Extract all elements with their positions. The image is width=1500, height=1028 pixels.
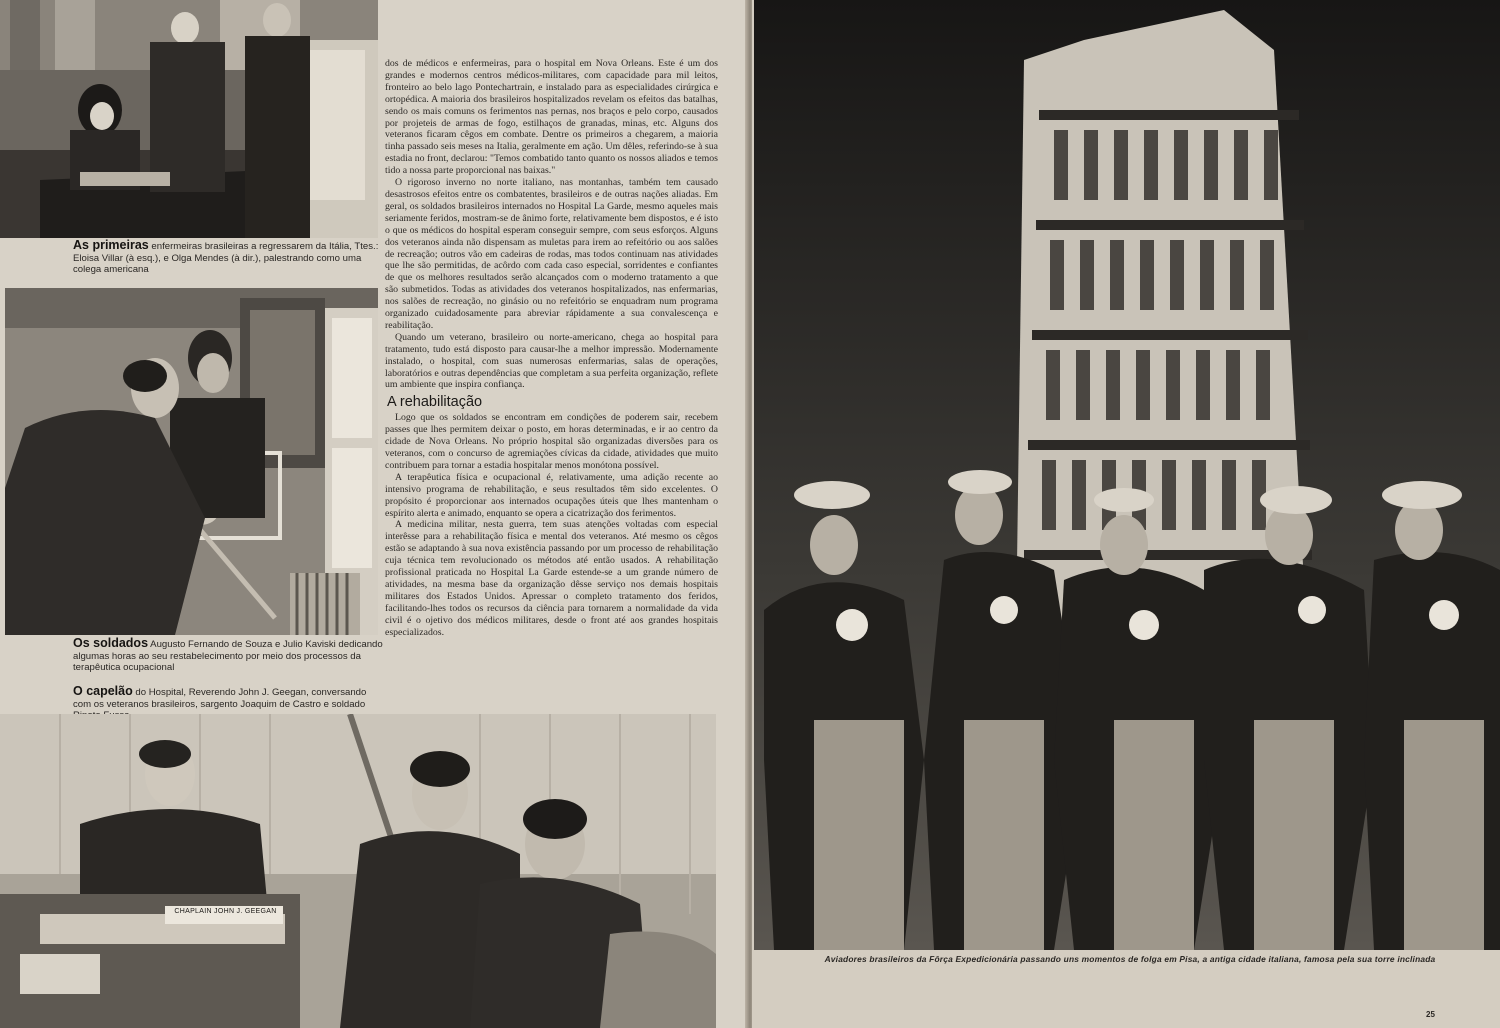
chaplain-nameplate: CHAPLAIN JOHN J. GEEGAN (174, 908, 277, 915)
article-paragraph: A medicina militar, nesta guerra, tem suas atenções voltadas com especial interêsse para a rehabilitação física e mental dos veteranos. Até mesmo os cêgos estão se adaptando à sua nova existência passando por um processo de rehabilitação cuja técnica tem revolucionado os métodos até então usados. A rehabilitação profissional praticada no Hospital La Garde estende-se a um grande número de atividades, na mesma base da organização dêsse serviço nos demais hospitais militares dos Estados Unidos. Apressar o completo tratamento dos feridos, facilitando-lhes todos os recursos da ciência para tornarem a normalidade da vida civil é o ojetivo dos médicos militares, desde o front até aos grandes hospitais especializados. (385, 519, 718, 638)
nurses-caption-text: enfermeiras brasileiras a regressarem da Itália, Ttes.: Eloisa Villar (à esq.), e Olga Mendes (à dir.), palestrando como uma colega americana (73, 241, 379, 275)
chaplain-caption-lead: O capelão (73, 684, 133, 698)
article-paragraph: dos de médicos e enfermeiras, para o hospital em Nova Orleans. Este é um dos grandes e modernos centros médicos-militares, com capacidade para mil leitos, fronteiro ao belo lago Pontechartrain, e instalado para as especialidades cirúrgica e ortopédica. A maioria dos brasileiros hospitalizados revelam os efeitos das batalhas, sendo os mais comuns os ferimentos nas pernas, nos braços e pelo corpo, causados por projeteis de armas de fogo, estilhaços de granadas, minas, etc. Alguns dos veteranos ficaram cêgos em combate. Dentre os primeiros a chegarem, a maioria tinha passado seis meses na Italia, geralmente em ação. Um dêles, referindo-se à sua estadia no front, declarou: "Temos combatido tanto quanto os nossos aliados e temos tido a nossa parte proporcional nas baixas." (385, 58, 718, 177)
chaplain-caption-text: do Hospital, Reverendo John J. Geegan, conversando com os veteranos brasileiros, sargento Joaquim de Castro e soldado (73, 687, 367, 710)
chaplain-photo (0, 714, 716, 1028)
left-page (0, 0, 748, 1028)
article-paragraph: O rigoroso inverno no norte italiano, nas montanhas, também tem causado desastrosos efeitos entre os combatentes, brasileiros e de outras nações aliadas. Em geral, os soldados brasileiros internados no Hospital La Garde, mesmo aqueles mais seriamente feridos, mostram-se de ânimo forte, relativamente bem dispostos, e é isto o que os médicos do hospital esperam conseguir sempre, com seus esforços. Alguns dos veteranos ainda não dispensam as muletas para irem ao refeitório ou aos salões de recreação; outros vão em cadeiras de rodas, mas todos continuam nas atividades que lhe são permitidas, de acôrdo com cada caso especial, sorridentes e confiantes de que os melhores resultados serão alcançados com o moderno tratamento a que são submetidos. Todas as atividades dos veteranos hospitalizados, nas enfermarias, nos salões de recreação, no ginásio ou no refeitório se enquadram num programa organizado cuidadosamente para abreviar rápidamente a sua convalescença e reabilitação. (385, 177, 718, 331)
right-page (752, 0, 1500, 1028)
article-paragraph: Quando um veterano, brasileiro ou norte-americano, chega ao hospital para tratamento, tudo está disposto para causar-lhe a melhor impressão. Modernamente instalado, o hospital, com suas numerosas enfermarias, salas de operações, laboratórios e outras dependências que completam a sua perfeita organização, reflete um ambiente que inspira confiança. (385, 331, 718, 391)
article-paragraph: A terapêutica física e ocupacional é, relativamente, uma adição recente ao intensivo programa de rehabilitação, e seus resultados têm sido excelentes. O propósito é proporcionar aos internados ocupações úteis que lhes mantenham o espírito alerta e animado, enquanto se opera a cicatrização dos ferimentos. (385, 471, 718, 519)
nurses-photo (0, 0, 378, 238)
soldiers-caption-text: Augusto Fernando de Souza e Julio Kaviski dedicando algumas horas ao seu restabelecimento por meio dos processos da terapêutica ocupacional (73, 639, 383, 673)
article-column (385, 58, 718, 639)
section-heading: A rehabilitação (387, 394, 483, 411)
pisa-aviators-photo (754, 0, 1500, 950)
nurses-caption (73, 240, 383, 276)
soldiers-photo (5, 288, 378, 635)
nurses-caption-lead: As primeiras (73, 238, 149, 252)
soldiers-caption-lead: Os soldados (73, 636, 149, 650)
page-number: 25 (1426, 1010, 1435, 1019)
pisa-caption: Aviadores brasileiros da Fôrça Expedicionária passando uns momentos de folga em Pisa, a antiga cidade italiana, famosa pela sua torre inclinada (824, 954, 1436, 964)
soldiers-caption (73, 638, 383, 674)
article-paragraph: Logo que os soldados se encontram em condições de poderem sair, recebem passes que lhes permitem deixar o posto, em horas determinadas, e ir ao centro da cidade de Nova Orleans. No próprio hospital são organizadas diversões para os veteranos, com o concurso de agremiações cívicas da cidade, atividades que muito contribuem para tornar a estadia hospitalar menos monótona possível. (385, 412, 718, 471)
